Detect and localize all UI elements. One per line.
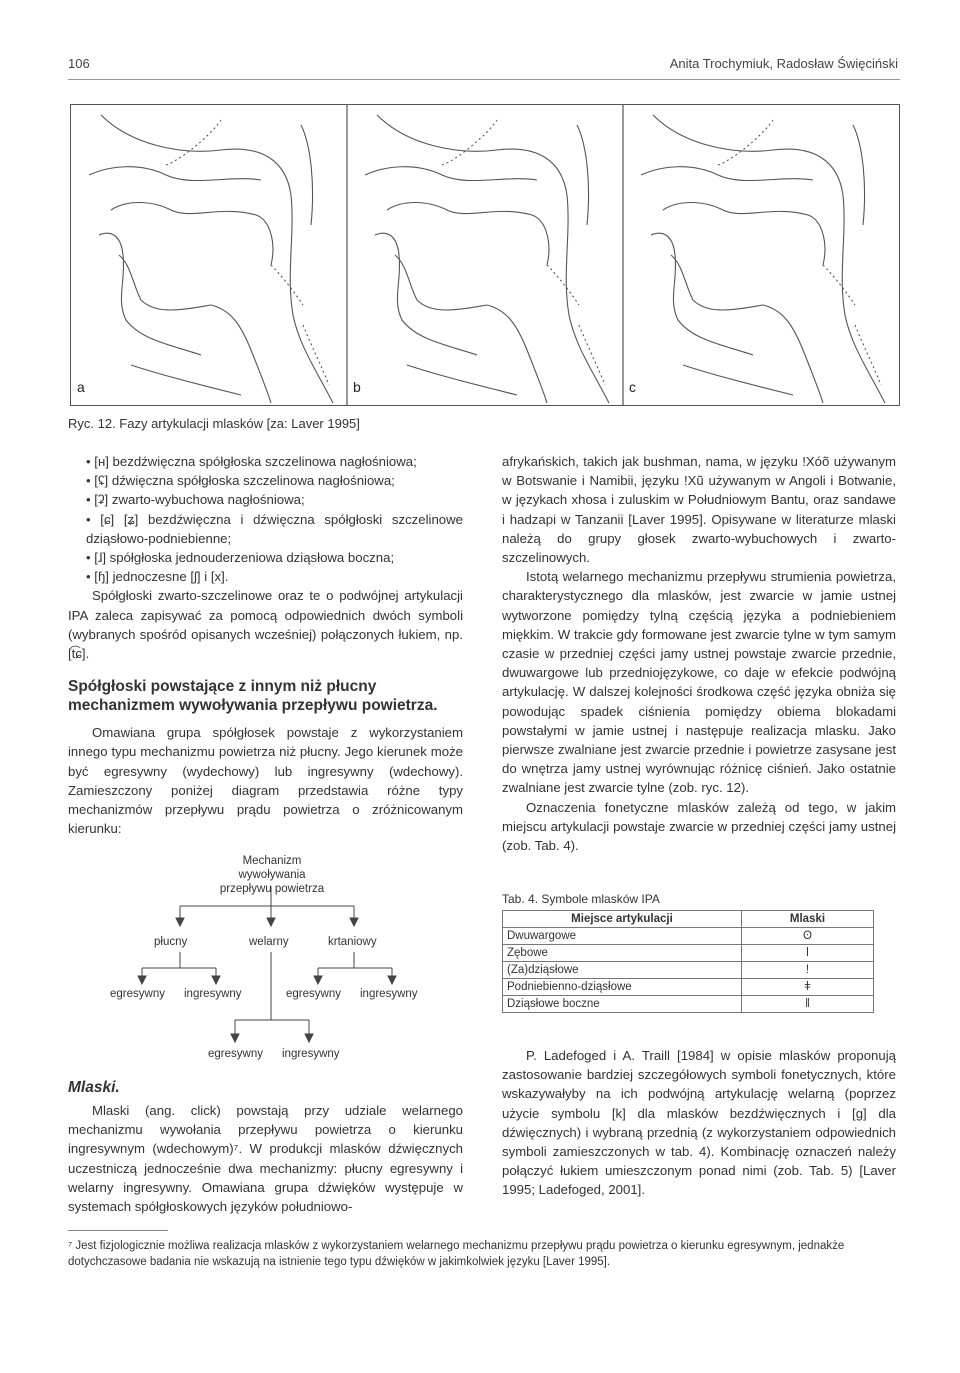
list-item: • [ʜ] bezdźwięczna spółgłoska szczelinowa nagłośniowa; [86, 454, 417, 469]
table-row [503, 962, 874, 979]
right-column [502, 452, 896, 855]
table-row [503, 945, 874, 962]
paragraph-notation: Oznaczenia fonetyczne mlasków zależą od tego, w jakim miejscu artykulacji powstaje zwarcie w przedniej części jamy ustnej (zob. Tab. 4). [502, 799, 896, 854]
list-item: • [ɕ] [ʑ] bezdźwięczna i dźwięczna spółgłoski szczelinowe dziąsłowo-podniebienne; [86, 511, 463, 546]
figure-caption: Ryc. 12. Fazy artykulacji mlasków [za: Laver 1995] [68, 416, 360, 431]
diagram-velaric-egressive: egresywny [208, 1048, 263, 1060]
table-row [503, 996, 874, 1013]
right-column-bottom [502, 1046, 896, 1200]
paragraph-affricates: Spółgłoski zwarto-szczelinowe oraz te o podwójnej artykulacji IPA zaleca zapisywać za pomocą odpowiednich dwóch symboli (wybranych spośród opisanych wcześniej) połączonych łukiem, np. [t͡ɕ]. [68, 588, 463, 662]
diagram-pulmonic-label: płucny [154, 936, 188, 948]
running-header-authors: Anita Trochymiuk, Radosław Święciński [669, 56, 898, 71]
diagram-pulmonic-ingressive: ingresywny [184, 988, 242, 1000]
diagram-glottalic-label: krtaniowy [328, 936, 377, 948]
figure-frame [70, 104, 900, 406]
diagram-velaric-label: welarny [249, 936, 289, 948]
table-row [503, 979, 874, 996]
paragraph-mlaski: Mlaski (ang. click) powstają przy udziale welarnego mechanizmu wywołania przepływu powietrza o kierunku ingresywnym (wdechowym)⁷. W produkcji mlasków dźwięcznych uczestniczą jednocześnie dwa mechanizmy: płucny egresywny i welarny ingresywny. Omawiana grupa dźwięków występuje w systemach spółgłoskowych języków południowo- [68, 1103, 463, 1215]
paragraph-ladefoged-traill: P. Ladefoged i A. Traill [1984] w opisie mlasków proponują zastosowanie bardziej szczegółowych symboli fonetycznych, które wskazywałyby na ich podwójną artykulację welarną (poprzez użycie symbolu [k] dla mlasków bezdźwięcznych i [g] dla dźwięcznych) i wybraną przednią (z wykorzystaniem odpowiednich symboli zamieszczonych w tab. 4). Kombinację oznaczeń należy połączyć łukiem umieszczonym ponad nimi (zob. Tab. 5) [Laver 1995; Ladefoged, 2001]. [502, 1048, 896, 1198]
panel-label-b: b [353, 379, 361, 395]
left-column [68, 452, 463, 838]
table-cell-symbol: ǀ [742, 945, 874, 962]
table-cell-place: Dziąsłowe boczne [503, 996, 742, 1013]
figure-vocal-tract-drawings [71, 105, 899, 405]
paragraph-mechanisms: Omawiana grupa spółgłosek powstaje z wykorzystaniem innego typu mechanizmu powietrza niż płucny. Jego kierunek może być egresywny (wydechowy) lub ingresywny (wdechowy). Zamieszczony poniżej diagram przedstawia różne typy mechanizmów przepływu prądu powietrza o zróżnicowanym kierunku: [68, 725, 463, 837]
table-cell-place: Dwuwargowe [503, 928, 742, 945]
section-heading-non-pulmonic: Spółgłoski powstające z innym niż płucny mechanizmem wywoływania przepływu powietrza. [68, 678, 438, 715]
diagram-velaric-ingressive: ingresywny [282, 1048, 340, 1060]
table-header-clicks: Mlaski [742, 911, 874, 928]
airstream-mechanism-diagram [68, 848, 468, 1068]
footnote: ⁷ Jest fizjologicznie możliwa realizacja mlasków z wykorzystaniem welarnego mechanizmu przepływu prądu powietrza o kierunku egresywnym, jednakże dotychczasowe badania nie wskazują na istnienie tego typu dźwięków w jakimkolwiek języku [Laver 1995]. [68, 1240, 845, 1268]
paragraph-velaric-mechanism: Istotą welarnego mechanizmu przepływu strumienia powietrza, charakterystycznego dla mlasków, jest zwarcie w jamie ustnej wytworzone pomiędzy tylną częścią języka a podniebieniem miękkim. W trakcie gdy formowane jest zwarcie tylne w tym samym czasie w przedniej części jamy ustnej powstaje zwarcie przednie, dwuwargowe lub przedniojęzykowe, co daje w efekcie podwójną artykulację. W dalszej kolejności środkowa część języka obniża się powodując spadek ciśnienia pomiędzy obiema blokadami powstałymi w jamie ustnej i następuje realizacja mlasku. Jako pierwsze zwalniane jest zwarcie przednie i powietrze zasysane jest do wnętrza jamy ustnej wyrównując różnicę ciśnień. Jako ostatnie zwalniane jest zwarcie tylne (zob. ryc. 12). [502, 569, 896, 796]
table-header-row [503, 911, 874, 928]
table-cell-symbol: ! [742, 962, 874, 979]
paragraph-languages: afrykańskich, takich jak bushman, nama, w języku !Xóõ używanym w Botswanie i Namibii, języku !Xũ używanym w Angoli i Botwanie, w językach xhosa i zuluskim w Południowym Bantu, oraz sandawe i hadzapi w Tanzanii [Laver 1995]. Opisywane w literaturze mlaski należą do grupy głosek zwarto-wybuchowych i zwarto-szczelinowych. [502, 454, 896, 566]
panel-label-c: c [629, 379, 636, 395]
footnote-rule [68, 1230, 168, 1231]
table-caption: Tab. 4. Symbole mlasków IPA [502, 892, 660, 906]
table-cell-place: Zębowe [503, 945, 742, 962]
table-cell-place: (Za)dziąsłowe [503, 962, 742, 979]
ipa-clicks-table-wrap [502, 910, 874, 1013]
table-cell-place: Podniebienno-dziąsłowe [503, 979, 742, 996]
table-cell-symbol: ʘ [742, 928, 874, 945]
table-row [503, 928, 874, 945]
list-item: • [ɧ] jednoczesne [ʃ] i [x]. [86, 569, 229, 585]
panel-label-a: a [77, 379, 85, 395]
ipa-symbol-list [68, 452, 463, 586]
diagram-glottalic-ingressive: ingresywny [360, 988, 418, 1000]
diagram-glottalic-egressive: egresywny [286, 988, 341, 1000]
list-item: • [ʢ] dźwięczna spółgłoska szczelinowa nagłośniowa; [86, 473, 395, 489]
diagram-pulmonic-egressive: egresywny [110, 988, 165, 1000]
diagram-root-label: Mechanizm wywoływania przepływu powietrza [219, 855, 325, 895]
header-rule [68, 79, 900, 80]
list-item: • [ɺ] spółgłoska jednouderzeniowa dziąsłowa boczna; [86, 550, 395, 566]
list-item: • [ʡ] zwarto-wybuchowa nagłośniowa; [86, 492, 305, 508]
section-heading-mlaski: Mlaski. [68, 1079, 120, 1096]
table-cell-symbol: ǁ [742, 996, 874, 1013]
table-header-place: Miejsce artykulacji [503, 911, 742, 928]
page-number: 106 [68, 56, 90, 71]
ipa-clicks-table [502, 910, 874, 1013]
mlaski-section [68, 1078, 463, 1216]
table-cell-symbol: ǂ [742, 979, 874, 996]
